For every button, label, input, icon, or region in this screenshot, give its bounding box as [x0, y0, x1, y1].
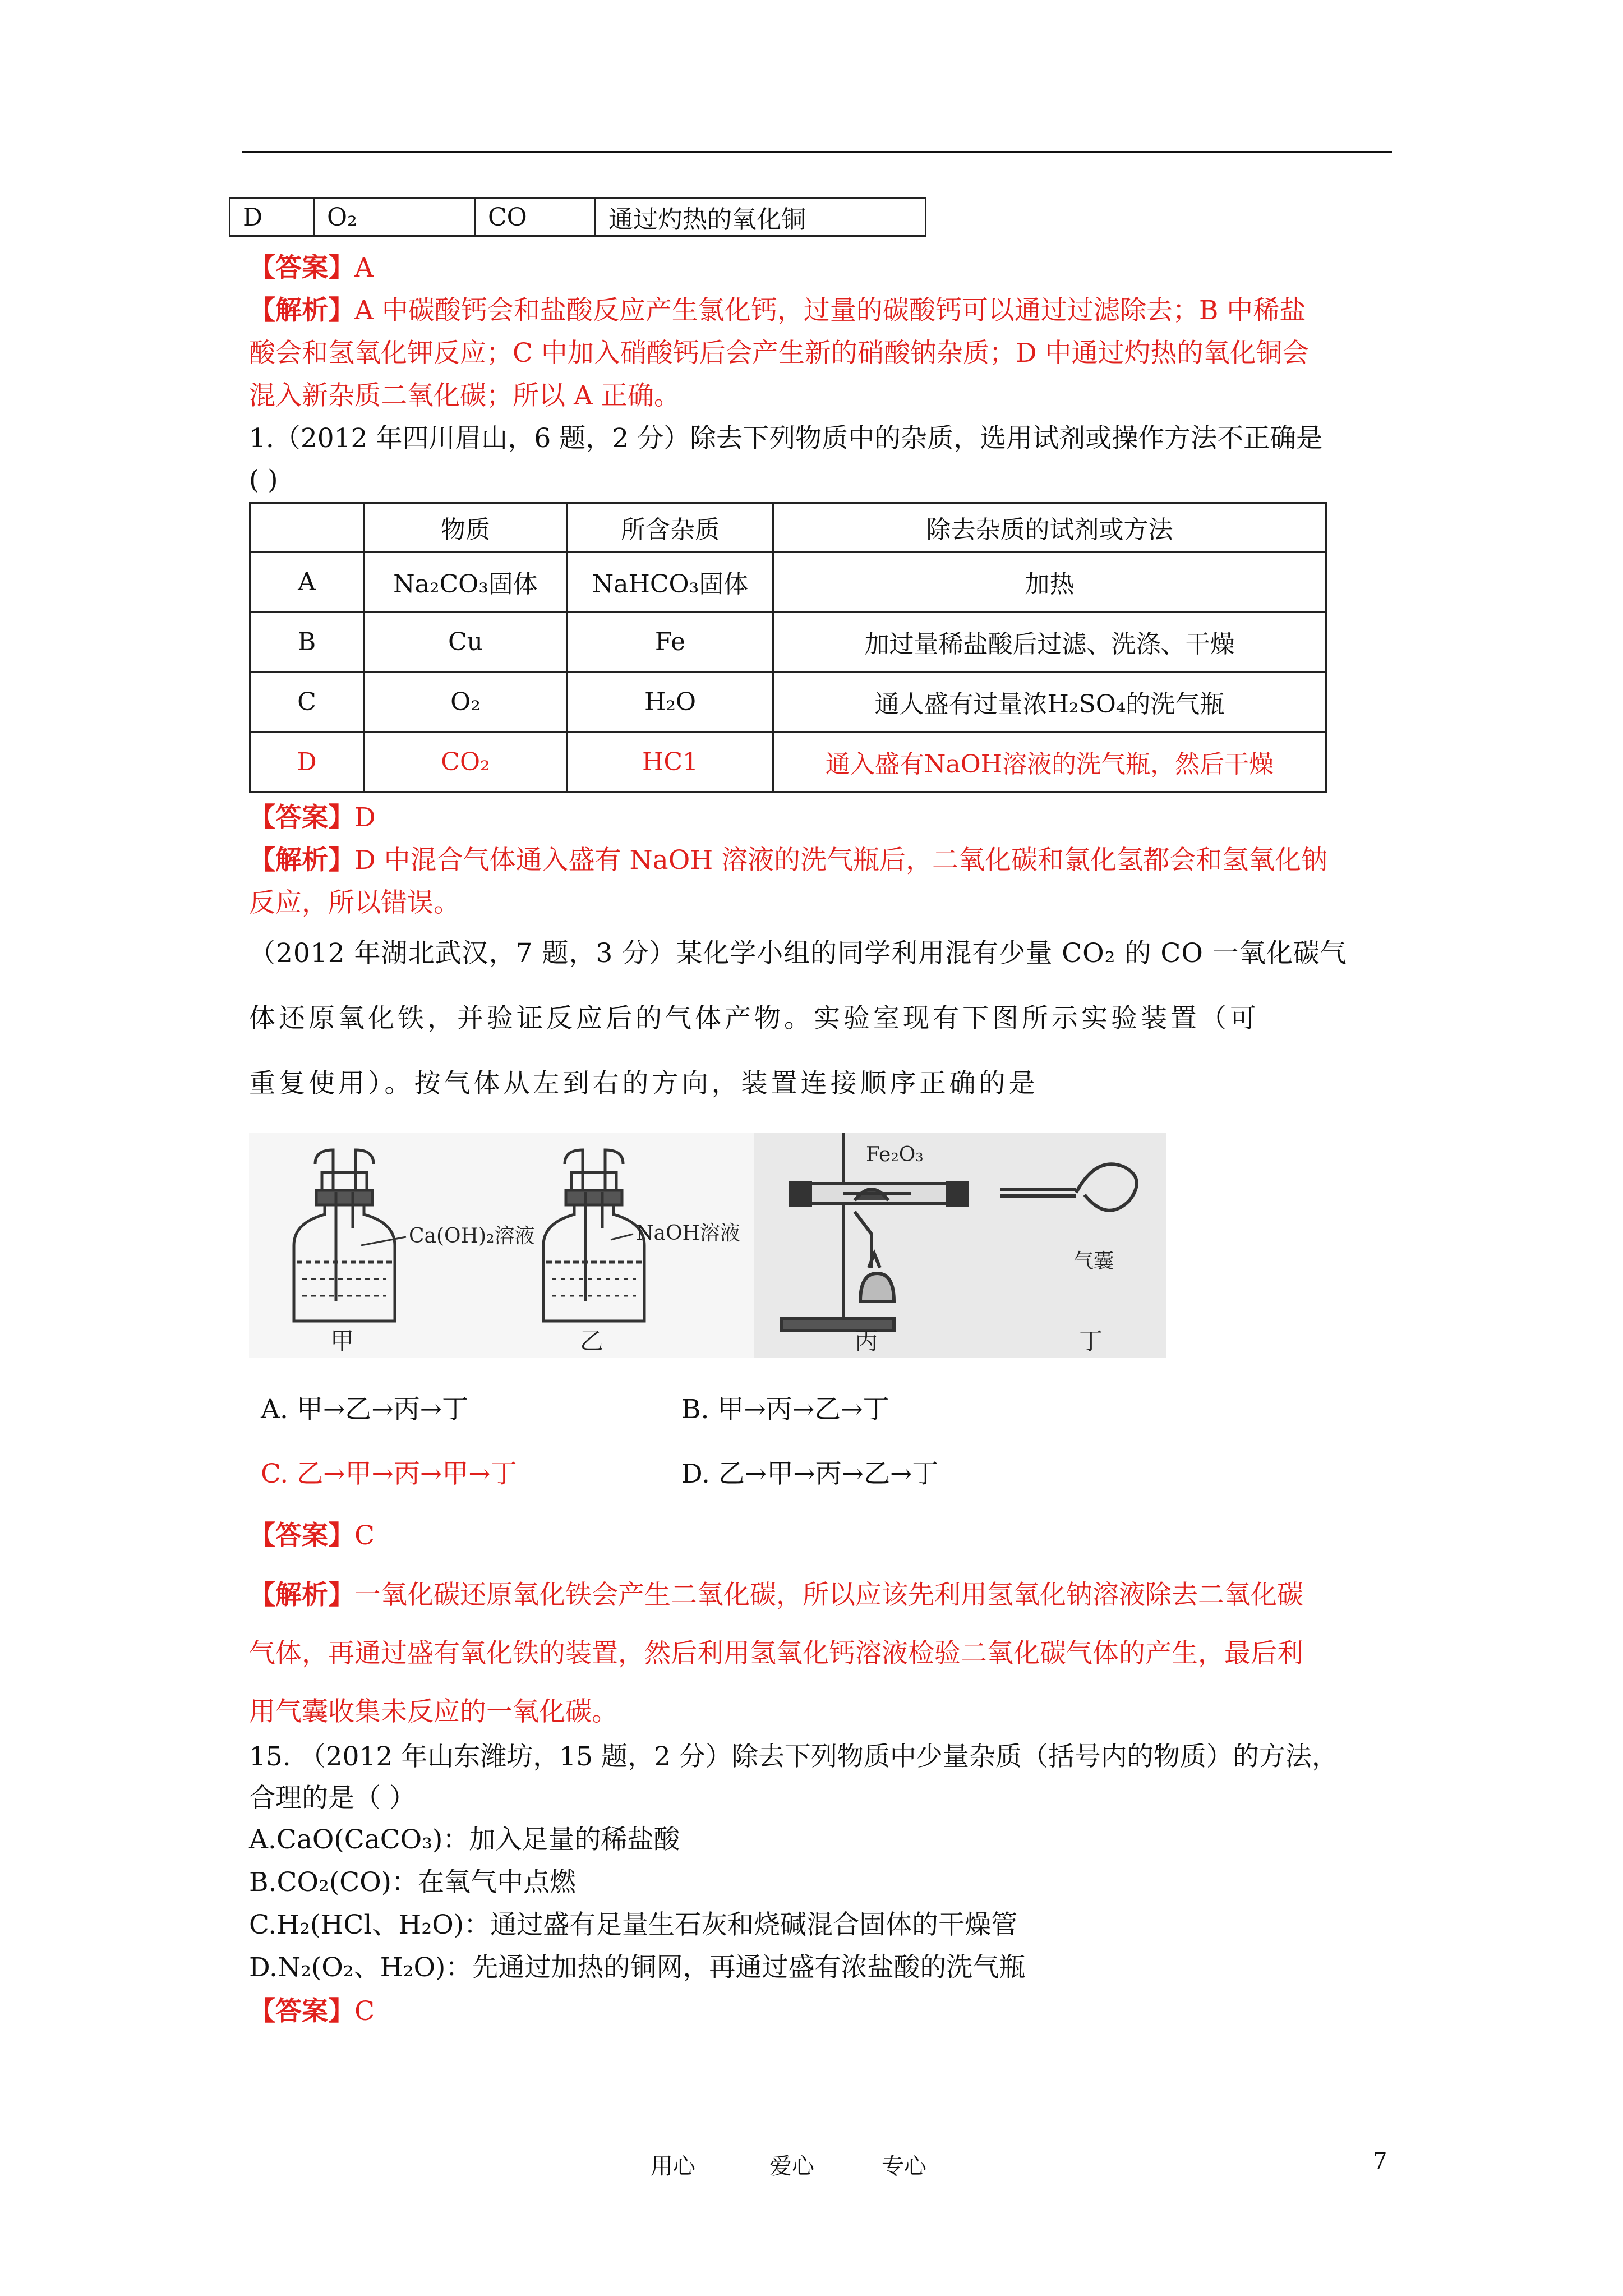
question-stem: 合理的是（ ）	[249, 1783, 416, 1814]
table-cell: HC1	[568, 732, 773, 792]
table-cell: H₂O	[568, 672, 773, 732]
analysis-line: 酸会和氢氧化钾反应；C 中加入硝酸钙后会产生新的硝酸钠杂质；D 中通过灼热的氧化铜会	[249, 338, 1309, 369]
footer-word: 用心	[651, 2154, 695, 2179]
table-cell: B	[250, 612, 364, 672]
page-number: 7	[1373, 2148, 1387, 2174]
reagent-label: Fe₂O₃	[866, 1143, 924, 1166]
apparatus-figure	[249, 1133, 1166, 1358]
header-rule	[242, 151, 1392, 153]
table-cell: Fe	[568, 612, 773, 672]
table-row	[250, 552, 1326, 612]
solution-label-1: Ca(OH)₂溶液	[409, 1225, 535, 1248]
table-row	[230, 199, 926, 236]
footer-word: 专心	[882, 2154, 926, 2179]
analysis-line: 【解析】一氧化碳还原氧化铁会产生二氧化碳，所以应该先利用氢氧化钠溶液除去二氧化碳	[249, 1580, 1303, 1611]
question-stem: 体还原氧化铁，并验证反应后的气体产物。实验室现有下图所示实验装置（可	[249, 1003, 1260, 1034]
option-d: D.N₂(O₂、H₂O)：先通过加热的铜网，再通过盛有浓盐酸的洗气瓶	[249, 1952, 1026, 1983]
option-b: B. 甲→丙→乙→丁	[681, 1394, 889, 1425]
q1-table	[249, 502, 1327, 793]
table-cell: O₂	[364, 672, 568, 732]
table-header: 除去杂质的试剂或方法	[773, 503, 1326, 552]
option-a: A. 甲→乙→丙→丁	[261, 1394, 468, 1425]
table-cell: 通过灼热的氧化铜	[596, 199, 926, 236]
option-a: A.CaO(CaCO₃)：加入足量的稀盐酸	[249, 1824, 680, 1855]
table-cell: D	[250, 732, 364, 792]
table-cell: NaHCO₃固体	[568, 552, 773, 612]
table-cell: 加过量稀盐酸后过滤、洗涤、干燥	[773, 612, 1326, 672]
table-header: 所含杂质	[568, 503, 773, 552]
table-cell: CO	[475, 199, 596, 236]
table-cell: D	[230, 199, 314, 236]
option-c: C.H₂(HCl、H₂O)：通过盛有足量生石灰和烧碱混合固体的干燥管	[249, 1910, 1018, 1940]
label-ding: 丁	[1079, 1327, 1103, 1355]
analysis-line: 【解析】A 中碳酸钙会和盐酸反应产生氯化钙，过量的碳酸钙可以通过过滤除去；B 中稀盐	[249, 295, 1306, 326]
question-stem: ( )	[249, 464, 278, 495]
table-cell: A	[250, 552, 364, 612]
table-header-row	[250, 503, 1326, 552]
question-stem: 重复使用）。按气体从左到右的方向，装置连接顺序正确的是	[249, 1068, 1039, 1099]
table-cell: 通入盛有NaOH溶液的洗气瓶，然后干燥	[773, 732, 1326, 792]
option-d: D. 乙→甲→丙→乙→丁	[681, 1458, 939, 1489]
table-cell: O₂	[314, 199, 475, 236]
label-bing: 丙	[855, 1327, 879, 1355]
analysis-line: 【解析】D 中混合气体通入盛有 NaOH 溶液的洗气瓶后，二氧化碳和氯化氢都会和氢氧化钠	[249, 845, 1328, 876]
table-cell: 加热	[773, 552, 1326, 612]
answer-line: 【答案】C	[249, 1520, 375, 1551]
option-b: B.CO₂(CO)：在氧气中点燃	[249, 1867, 576, 1898]
option-c: C. 乙→甲→丙→甲→丁	[261, 1458, 517, 1489]
table-header	[250, 503, 364, 552]
table-row	[250, 612, 1326, 672]
bag-label: 气囊	[1073, 1250, 1114, 1273]
table-cell: CO₂	[364, 732, 568, 792]
analysis-line: 反应，所以错误。	[249, 887, 460, 918]
top-table	[229, 197, 926, 237]
question-stem: 1.（2012 年四川眉山，6 题，2 分）除去下列物质中的杂质，选用试剂或操作方法不正确是	[249, 423, 1323, 454]
analysis-line: 用气囊收集未反应的一氧化碳。	[249, 1696, 618, 1727]
question-stem: 15. （2012 年山东潍坊，15 题，2 分）除去下列物质中少量杂质（括号内的物质）的方法，	[249, 1741, 1338, 1772]
label-yi: 乙	[580, 1327, 604, 1355]
table-cell: 通人盛有过量浓H₂SO₄的洗气瓶	[773, 672, 1326, 732]
analysis-line: 混入新杂质二氧化碳；所以 A 正确。	[249, 380, 680, 411]
footer-word: 爱心	[769, 2154, 814, 2179]
table-row-answer	[250, 732, 1326, 792]
answer-line: 【答案】C	[249, 1996, 375, 2027]
table-cell: Cu	[364, 612, 568, 672]
solution-label-2: NaOH溶液	[636, 1222, 740, 1245]
table-cell: C	[250, 672, 364, 732]
answer-line: 【答案】A	[249, 252, 374, 283]
table-row	[250, 672, 1326, 732]
table-header: 物质	[364, 503, 568, 552]
analysis-line: 气体，再通过盛有氧化铁的装置，然后利用氢氧化钙溶液检验二氧化碳气体的产生，最后利	[249, 1638, 1303, 1669]
answer-line: 【答案】D	[249, 802, 376, 833]
table-cell: Na₂CO₃固体	[364, 552, 568, 612]
question-stem: （2012 年湖北武汉，7 题，3 分）某化学小组的同学利用混有少量 CO₂ 的 CO 一氧化碳气	[249, 938, 1347, 969]
label-jia: 甲	[330, 1327, 354, 1355]
